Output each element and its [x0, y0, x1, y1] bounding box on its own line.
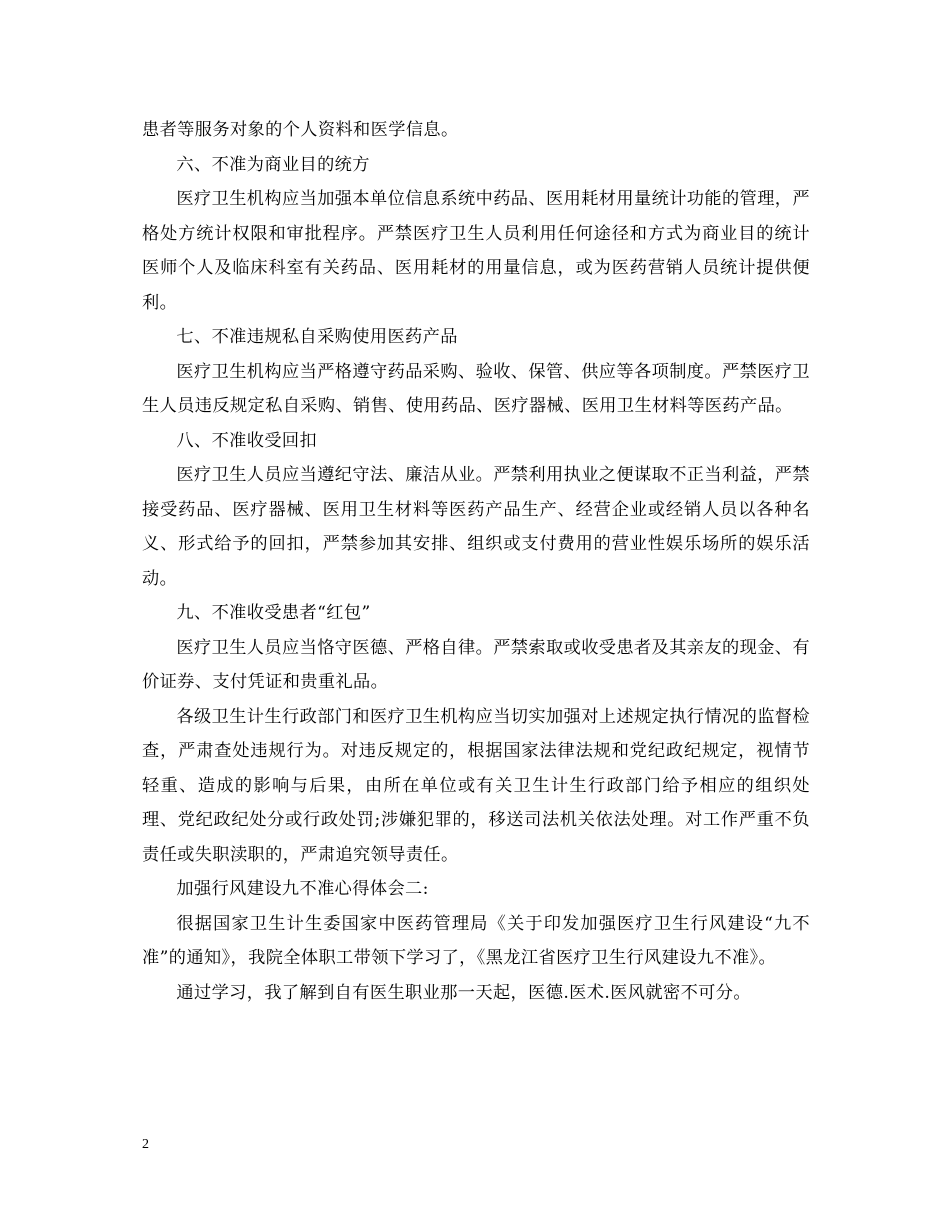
page-number: 2 [142, 1137, 149, 1152]
part-heading: 加强行风建设九不准心得体会二: [176, 879, 429, 899]
paragraph: 医疗卫生人员应当遵纪守法、廉洁从业。严禁利用执业之便谋取不正当利益，严禁接受药品、医疗器械、医用卫生材料等医药产品生产、经营企业或经销人员以各种名义、形式给予的回扣，严禁参加其安排、组织或支付费用的营业性娱乐场所的娱乐活动。 [142, 465, 810, 589]
section-heading-9: 九、不准收受患者“红包” [176, 603, 371, 623]
paragraph: 医疗卫生人员应当恪守医德、严格自律。严禁索取或收受患者及其亲友的现金、有价证券、支付凭证和贵重礼品。 [142, 637, 810, 692]
paragraph: 很据国家卫生计生委国家中医药管理局《关于印发加强医疗卫生行风建设“九不准”的通知》，我院全体职工带领下学习了，《黑龙江省医疗卫生行风建设九不准》。 [142, 913, 810, 968]
document-body [142, 113, 810, 1010]
paragraph: 医疗卫生机构应当严格遵守药品采购、验收、保管、供应等各项制度。严禁医疗卫生人员违反规定私自采购、销售、使用药品、医疗器械、医用卫生材料等医药产品。 [142, 361, 810, 416]
paragraph: 医疗卫生机构应当加强本单位信息系统中药品、医用耗材用量统计功能的管理，严格处方统计权限和审批程序。严禁医疗卫生人员利用任何途径和方式为商业目的统计医师个人及临床科室有关药品、医用耗材的用量信息，或为医药营销人员统计提供便利。 [142, 189, 810, 313]
section-heading-6: 六、不准为商业目的统方 [176, 154, 370, 175]
paragraph: 各级卫生计生行政部门和医疗卫生机构应当切实加强对上述规定执行情况的监督检查，严肃查处违规行为。对违反规定的，根据国家法律法规和党纪政纪规定，视情节轻重、造成的影响与后果，由所在单位或有关卫生计生行政部门给予相应的组织处理、党纪政纪处分或行政处罚;涉嫌犯罪的，移送司法机关依法处理。对工作严重不负责任或失职渎职的，严肃追究领导责任。 [142, 706, 810, 865]
paragraph: 患者等服务对象的个人资料和医学信息。 [142, 120, 459, 140]
section-heading-7: 七、不准违规私自采购使用医药产品 [176, 327, 458, 347]
section-heading-8: 八、不准收受回扣 [176, 430, 318, 451]
paragraph: 通过学习，我了解到自有医生职业那一天起，医德.医术.医风就密不可分。 [176, 982, 751, 1003]
